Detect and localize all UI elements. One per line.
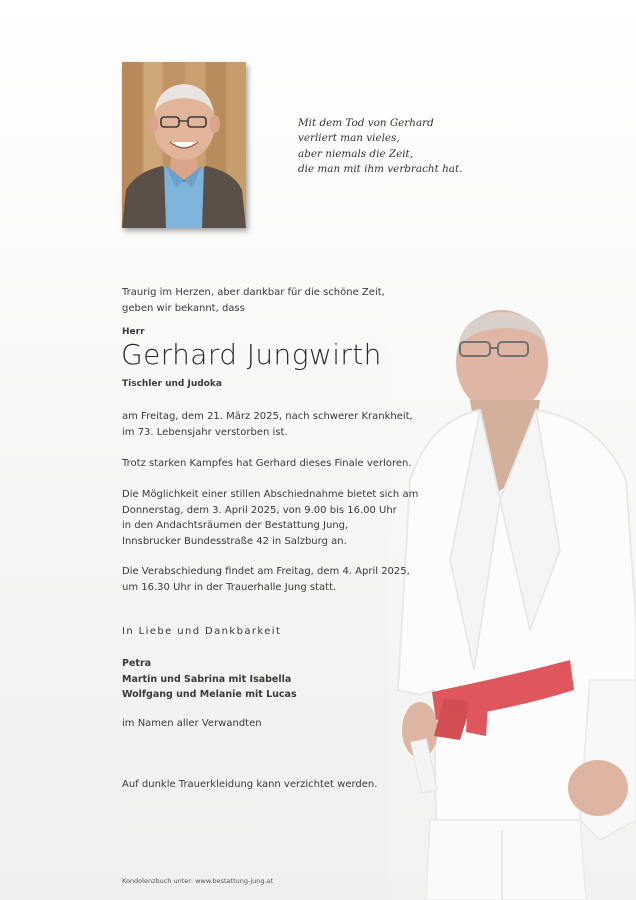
paragraph-line: Die Verabschiedung findet am Freitag, dem 4. April 2025, <box>122 566 410 577</box>
portrait-image <box>122 62 246 228</box>
paragraph-line: am Freitag, dem 21. März 2025, nach schwerer Krankheit, <box>122 411 413 422</box>
deceased-name: Gerhard Jungwirth <box>121 338 382 371</box>
death-paragraph <box>122 409 442 440</box>
paragraph-line: um 16.30 Uhr in der Trauerhalle Jung statt. <box>122 581 337 593</box>
quote-line: verliert man vieles, <box>298 132 400 145</box>
quote-line: aber niemals die Zeit, <box>298 147 414 160</box>
paragraph-line: Trotz starken Kampfes hat Gerhard dieses Finale verloren. <box>122 458 412 469</box>
dress-code-note: Auf dunkle Trauerkleidung kann verzichtet werden. <box>122 779 378 790</box>
ceremony-paragraph <box>122 564 442 595</box>
paragraph-line: Die Möglichkeit einer stillen Abschiednahme bietet sich am <box>122 489 419 500</box>
memorial-quote <box>298 116 518 177</box>
judoka-image <box>390 300 636 900</box>
family-list <box>122 656 442 703</box>
closing-line: In Liebe und Dankbarkeit <box>122 626 282 637</box>
family-member: Petra <box>122 658 152 669</box>
paragraph-line: im 73. Lebensjahr verstorben ist. <box>122 426 288 438</box>
paragraph-line: Donnerstag, dem 3. April 2025, von 9.00 bis 16.00 Uhr <box>122 504 397 516</box>
profession: Tischler und Judoka <box>122 379 222 389</box>
family-member: Wolfgang und Melanie mit Lucas <box>122 689 297 700</box>
salutation: Herr <box>122 327 145 337</box>
paragraph-line: in den Andachtsräumen der Bestattung Jung, <box>122 520 349 531</box>
paragraph-line: Innsbrucker Bundesstraße 42 in Salzburg an. <box>122 535 347 547</box>
condolence-footer[interactable]: Kondolenzbuch unter: www.bestattung-jung.at <box>122 877 274 885</box>
fight-paragraph <box>122 456 442 472</box>
intro-line: Traurig im Herzen, aber dankbar für die schöne Zeit, <box>122 287 385 298</box>
intro-text <box>122 285 442 316</box>
quote-line: Mit dem Tod von Gerhard <box>298 117 434 129</box>
farewell-paragraph <box>122 487 442 549</box>
family-member: Martin und Sabrina mit Isabella <box>122 673 292 685</box>
portrait-photo <box>122 62 246 228</box>
quote-line: die man mit ihm verbracht hat. <box>298 162 463 175</box>
intro-line: geben wir bekannt, dass <box>122 302 245 314</box>
relatives-line: im Namen aller Verwandten <box>122 718 262 729</box>
judoka-photo <box>390 300 636 900</box>
